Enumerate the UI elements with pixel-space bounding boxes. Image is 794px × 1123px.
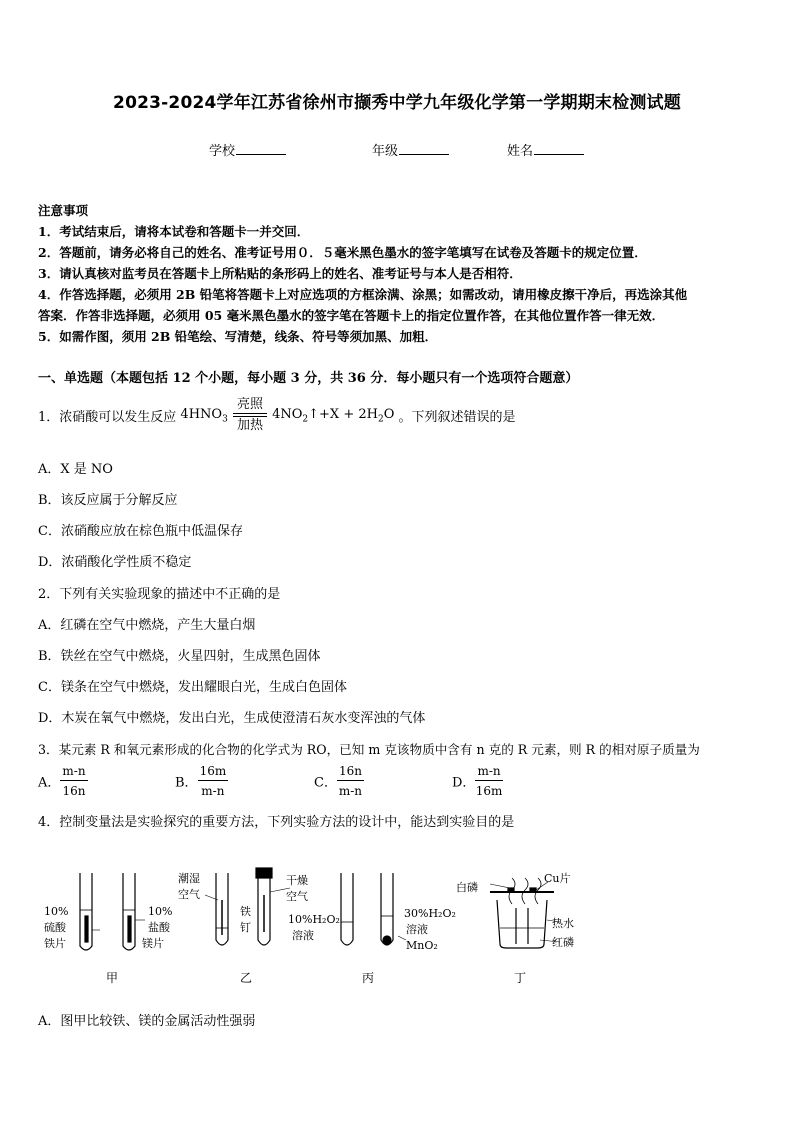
option-c: C． $\frac{16n}{m-n}$ <box>314 764 363 798</box>
svg-text:干燥: 干燥 <box>286 874 308 887</box>
svg-text:铁: 铁 <box>240 905 251 918</box>
option-d: D． $\frac{m-n}{16m}$ <box>452 764 503 798</box>
svg-text:Cu片: Cu片 <box>544 872 571 885</box>
notice-item: 3．请认真核对监考员在答题卡上所粘贴的条形码上的姓名、准考证号与本人是否相符． <box>38 266 522 281</box>
notice-block <box>38 200 758 347</box>
page-title: 2023-2024学年江苏省徐州市撷秀中学九年级化学第一学期期末检测试题 <box>113 93 681 113</box>
question-2-stem: 2．下列有关实验现象的描述中不正确的是 <box>38 587 281 602</box>
option-text: D．浓硝酸化学性质不稳定 <box>38 555 192 570</box>
option-text: C．浓硝酸应放在棕色瓶中低温保存 <box>38 524 243 539</box>
section-heading: 一、单选题（本题包括 12 个小题，每小题 3 分，共 36 分．每小题只有一个选项符合题意） <box>38 371 579 386</box>
svg-text:热水: 热水 <box>552 917 574 930</box>
experiment-figure <box>0 840 794 990</box>
svg-text:10%: 10% <box>44 905 69 918</box>
notice-item: 答案．作答非选择题，必须用 05 毫米黑色墨水的签字笔在答题卡上的指定位置作答，在其他位置作答一律无效． <box>38 308 665 323</box>
svg-text:潮湿: 潮湿 <box>178 872 200 885</box>
svg-text:铁片: 铁片 <box>44 937 66 950</box>
magnesium-strip <box>128 916 131 942</box>
notice-item: 2．答题前，请务必将自己的姓名、准考证号用０．５毫米黑色墨水的签字笔填写在试卷及答题卡的规定位置． <box>38 245 647 260</box>
question-3-stem: 3．某元素 R 和氧元素形成的化合物的化学式为 RO，已知 m 克该物质中含有 n 克的 R 元素，则 R 的相对原子质量为 <box>38 742 700 757</box>
option-b: B． $\frac{16m}{m-n}$ <box>175 764 227 798</box>
svg-text:盐酸: 盐酸 <box>148 921 170 934</box>
grade-field[interactable]: 年级 <box>372 140 449 159</box>
option-text: A．红磷在空气中燃烧，产生大量白烟 <box>38 618 256 633</box>
svg-text:钉: 钉 <box>240 921 251 934</box>
option-text: B．该反应属于分解反应 <box>38 493 178 508</box>
svg-text:白磷: 白磷 <box>456 881 478 894</box>
svg-text:10%H₂O₂: 10%H₂O₂ <box>288 913 340 926</box>
test-tube <box>381 873 393 945</box>
svg-text:硫酸: 硫酸 <box>44 921 66 934</box>
option-text: D．木炭在氧气中燃烧，发出白光，生成使澄清石灰水变浑浊的气体 <box>38 711 426 726</box>
notice-heading: 注意事项 <box>38 203 89 218</box>
option-text: C．镁条在空气中燃烧，发出耀眼白光，生成白色固体 <box>38 680 347 695</box>
svg-text:丙: 丙 <box>362 971 375 985</box>
school-field[interactable]: 学校 <box>209 140 286 159</box>
option-text: A．X 是 NO <box>38 462 113 477</box>
name-field[interactable]: 姓名 <box>507 140 584 159</box>
svg-text:10%: 10% <box>148 905 173 918</box>
equation-rhs: $4NO_2↑+X + 2H_2O$ <box>272 406 395 425</box>
equation-lhs: $4HNO_3$ <box>180 406 228 425</box>
notice-item: 4．作答选择题，必须用 2B 铅笔将答题卡上对应选项的方框涂满、涂黑；如需改动，请用橡皮擦干净后，再选涂其他 <box>38 287 688 302</box>
svg-text:空气: 空气 <box>178 888 200 901</box>
notice-item: 5．如需作图，须用 2B 铅笔绘、写清楚，线条、符号等须加黑、加粗． <box>38 329 438 344</box>
question-4-stem: 4．控制变量法是实验探究的重要方法，下列实验方法的设计中，能达到实验目的是 <box>38 815 515 830</box>
svg-text:镁片: 镁片 <box>142 937 164 950</box>
svg-text:溶液: 溶液 <box>406 923 428 936</box>
beaker <box>497 900 547 948</box>
reaction-condition: $\frac{\text{亮照}}{\text{加热}}$ <box>233 398 267 433</box>
test-tube <box>341 873 353 945</box>
notice-item: 1．考试结束后，请将本试卷和答题卡一并交回． <box>38 224 310 239</box>
option-a: A． $\frac{m-n}{16n}$ <box>38 764 86 798</box>
svg-text:30%H₂O₂: 30%H₂O₂ <box>404 907 456 920</box>
svg-text:甲: 甲 <box>106 971 119 985</box>
stopper <box>256 868 272 878</box>
option-text: A．图甲比较铁、镁的金属活动性强弱 <box>38 1014 256 1029</box>
iron-strip <box>85 916 88 942</box>
svg-text:红磷: 红磷 <box>552 936 574 949</box>
option-text: B．铁丝在空气中燃烧，火星四射，生成黑色固体 <box>38 649 321 664</box>
question-1-stem: 1．浓硝酸可以发生反应 $4HNO_3$ $\frac{\text{亮照}}{\text{加热}}$ $4NO_2↑+X + 2H_2O$ 。下列叙述错误的是 <box>38 397 516 433</box>
mno2-powder <box>383 936 391 944</box>
svg-text:MnO₂: MnO₂ <box>406 939 438 952</box>
svg-text:溶液: 溶液 <box>292 929 314 942</box>
svg-text:空气: 空气 <box>286 890 308 903</box>
svg-text:乙: 乙 <box>240 971 253 985</box>
svg-text:丁: 丁 <box>514 971 527 985</box>
